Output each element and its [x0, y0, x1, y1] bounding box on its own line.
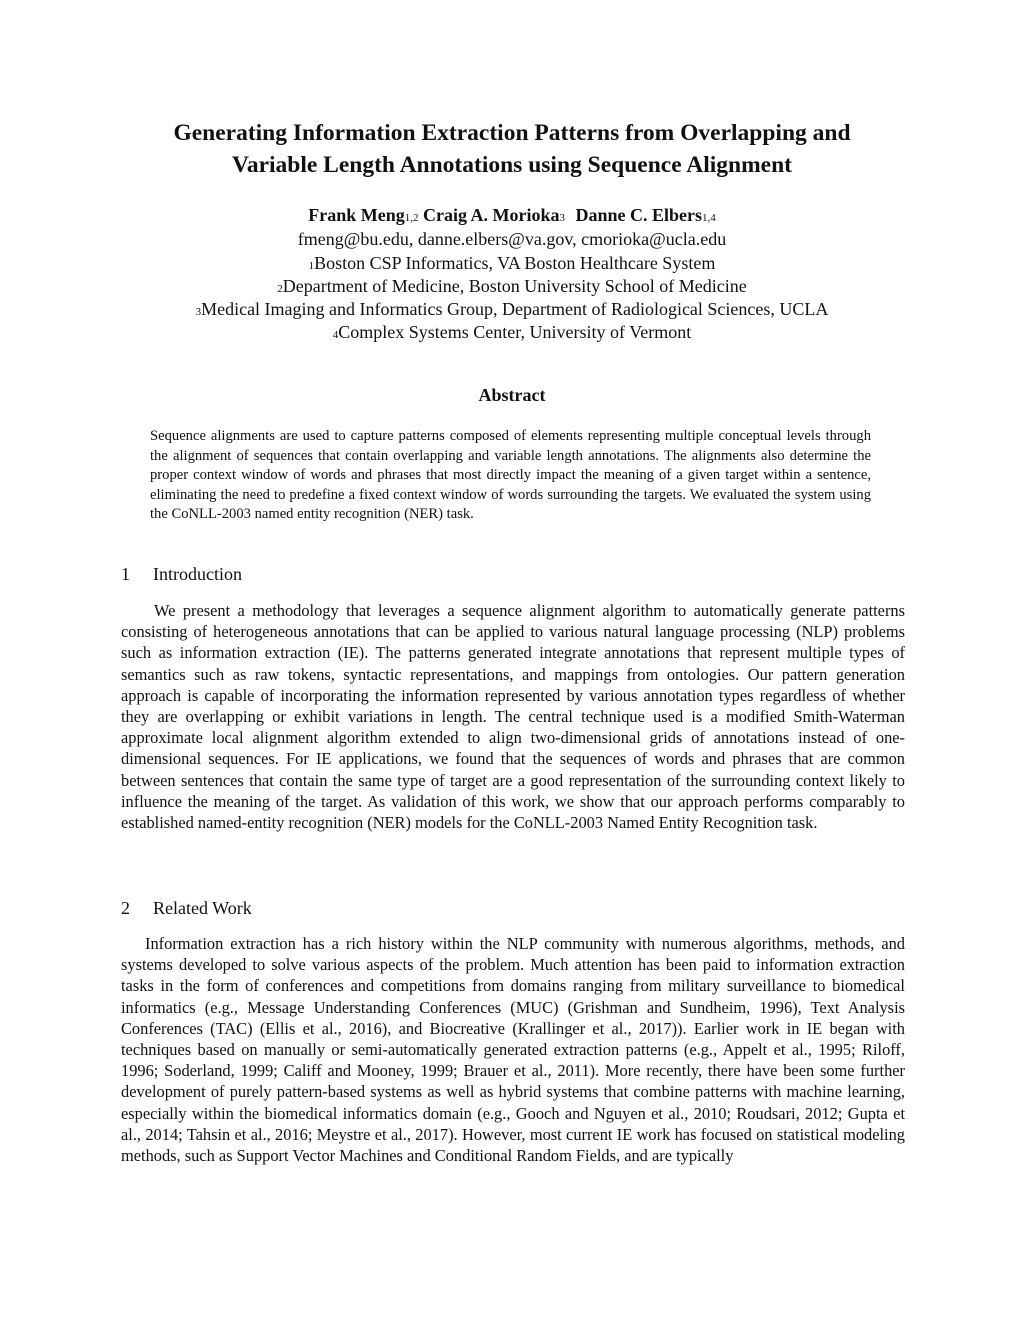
author-affiliation-marker: 1,4: [702, 212, 716, 224]
author-affiliation-marker: 3: [559, 212, 565, 224]
author-name: Frank Meng: [308, 205, 405, 225]
section-heading-introduction: [121, 562, 242, 586]
section-title: Introduction: [153, 564, 242, 584]
affiliation-text: Complex Systems Center, University of Vermont: [338, 322, 692, 342]
related-work-paragraph: Information extraction has a rich history within the NLP community with numerous algorithms, methods, and systems developed to solve various aspects of the problem. Much attention has been paid to information extraction tasks in the form of conferences and competitions from domains ranging from military surveillance to biomedical informatics (e.g., Message Understanding Conferences (MUC) (Grishman and Sundheim, 1996), Text Analysis Conferences (TAC) (Ellis et al., 2016), and Biocreative (Krallinger et al., 2017)). Earlier work in IE began with techniques based on manually or semi-automatically generated extraction patterns (e.g., Appelt et al., 1995; Riloff, 1996; Soderland, 1999; Califf and Mooney, 1999; Brauer et al., 2011). More recently, there have been some further development of purely pattern-based systems as well as hybrid systems that combine patterns with machine learning, especially within the biomedical informatics domain (e.g., Gooch and Nguyen et al., 2010; Roudsari, 2012; Gupta et al., 2014; Tahsin et al., 2016; Meystre et al., 2017). However, most current IE work has focused on statistical modeling methods, such as Support Vector Machines and Conditional Random Fields, and are typically: [121, 934, 905, 1166]
author-name: Danne C. Elbers: [575, 205, 702, 225]
author-name: Craig A. Morioka: [422, 205, 560, 225]
abstract-heading: Abstract: [478, 385, 546, 405]
affiliation-text: Medical Imaging and Informatics Group, Department of Radiological Sciences, UCLA: [201, 299, 829, 319]
title-line-1: Generating Information Extraction Patterns from Overlapping and: [173, 120, 851, 146]
section-number: 1: [121, 564, 130, 584]
section-heading-related-work: [121, 896, 252, 920]
affiliation-4: [0, 320, 1024, 347]
affiliation-text: Boston CSP Informatics, VA Boston Healthcare System: [314, 253, 716, 273]
author-emails: fmeng@bu.edu, danne.elbers@va.gov, cmorioka@ucla.edu: [297, 229, 727, 249]
author-affiliation-marker: 1,2: [404, 212, 419, 224]
paper-title: [0, 117, 1024, 181]
abstract-text: Sequence alignments are used to capture patterns composed of elements representing multiple conceptual levels through the alignment of sequences that contain overlapping and variable length annotations. The alignments also determine the proper context window of words and phrases that most directly impact the meaning of a given target within a sentence, eliminating the need to predefine a fixed context window of words surrounding the targets. We evaluated the system using the CoNLL-2003 named entity recognition (NER) task.: [150, 428, 871, 522]
author-list: [0, 203, 1024, 230]
introduction-paragraph: We present a methodology that leverages a sequence alignment algorithm to automatically generate patterns consisting of heterogeneous annotations that can be applied to various natural language processing (NLP) problems such as information extraction (IE). The patterns generated integrate annotations that represent multiple types of semantics such as raw tokens, syntactic representations, and mappings from ontologies. Our pattern generation approach is capable of incorporating the information represented by various annotation types regardless of whether they are overlapping or exhibit variations in length. The central technique used is a modified Smith-Waterman approximate local alignment algorithm extended to align two-dimensional grids of annotations instead of one-dimensional sequences. For IE applications, we found that the sequences of words and phrases that are common between sentences that contain the same type of target are a good representation of the surrounding context likely to influence the meaning of the target. As validation of this work, we show that our approach performs comparably to established named-entity recognition (NER) models for the CoNLL-2003 Named Entity Recognition task.: [121, 601, 905, 833]
affiliation-text: Department of Medicine, Boston University School of Medicine: [282, 276, 747, 296]
affiliation-number: 2: [277, 283, 283, 295]
section-number: 2: [121, 898, 130, 918]
affiliation-number: 1: [308, 260, 315, 272]
section-title: Related Work: [153, 898, 252, 918]
affiliation-number: 3: [195, 306, 202, 318]
title-line-2: Variable Length Annotations using Sequence Alignment: [232, 152, 792, 178]
affiliation-number: 4: [332, 329, 339, 341]
